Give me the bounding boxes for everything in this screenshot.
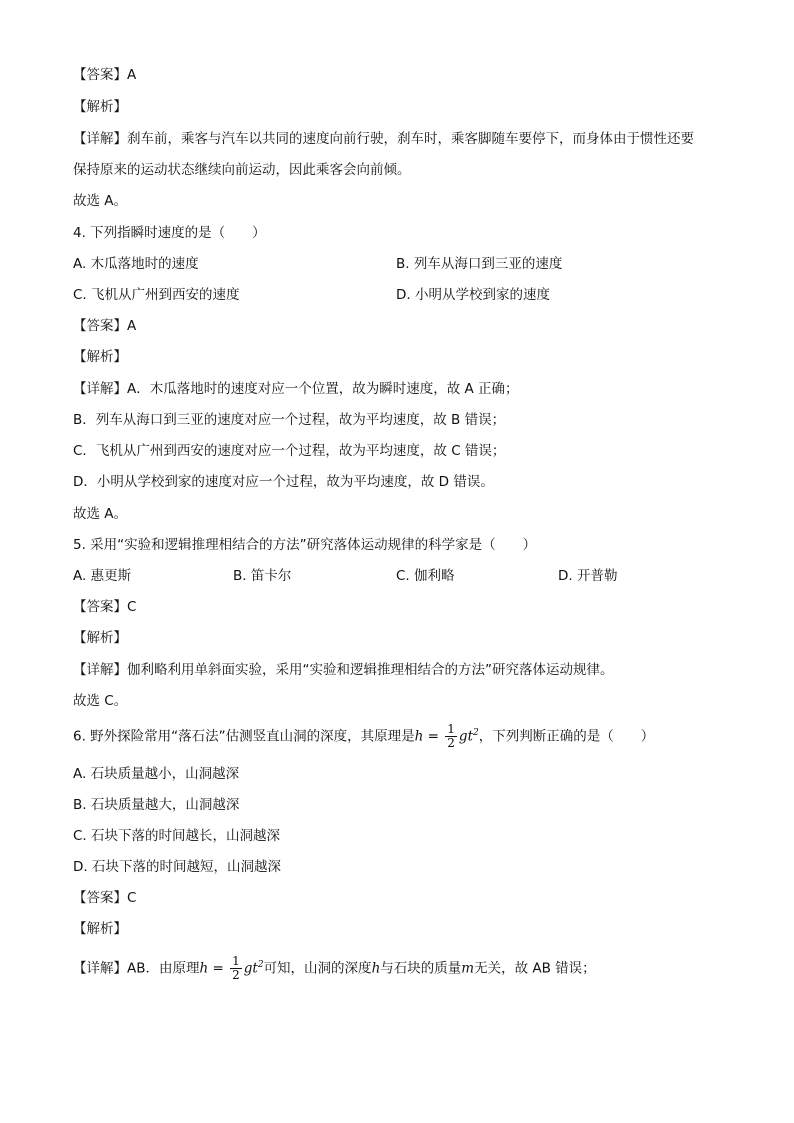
- q6-option-d: D. 石块下落的时间越短，山洞越深: [73, 859, 281, 875]
- q6-analysis-label: 【解析】: [73, 921, 127, 937]
- q6-formula-fraction: [445, 723, 457, 750]
- q4-option-d: D. 小明从学校到家的速度: [396, 287, 550, 303]
- q5-detail: 【详解】伽利略利用单斜面实验，采用“实验和逻辑推理相结合的方法”研究落体运动规律。: [73, 662, 614, 678]
- q6-detail-formula-h: h: [199, 960, 209, 977]
- q5-option-b: B. 笛卡尔: [233, 568, 292, 584]
- q6-detail: [73, 955, 596, 982]
- q6-detail-pre: 【详解】AB．由原理: [73, 960, 200, 977]
- q6-detail-var-m: m: [461, 960, 475, 977]
- q6-detail-post: 无关，故 AB 错误；: [474, 960, 596, 977]
- q4-detail-line-1: 【详解】A．木瓜落地时的速度对应一个位置，故为瞬时速度，故 A 正确；: [73, 381, 519, 397]
- q6-detail-frac-den: 2: [232, 968, 240, 982]
- q4-detail-line-3: C．飞机从广州到西安的速度对应一个过程，故为平均速度，故 C 错误；: [73, 443, 506, 459]
- q5-stem: 5. 采用“实验和逻辑推理相结合的方法”研究落体运动规律的科学家是（ ）: [73, 537, 537, 553]
- q6-stem: [73, 723, 654, 750]
- q6-detail-formula-eq: =: [208, 960, 229, 977]
- q6-option-b: B. 石块质量越大，山洞越深: [73, 797, 240, 813]
- q6-detail-formula-sup: 2: [257, 960, 264, 970]
- q4-stem: 4. 下列指瞬时速度的是（ ）: [73, 225, 266, 241]
- q5-answer: 【答案】C: [73, 599, 137, 615]
- q6-frac-den: 2: [447, 736, 455, 750]
- q3-detail-line-1: 【详解】刹车前，乘客与汽车以共同的速度向前行驶，刹车时，乘客脚随车要停下，而身体由于惯性还要: [73, 131, 694, 147]
- q6-stem-post: ，下列判断正确的是（ ）: [478, 728, 655, 745]
- q5-analysis-label: 【解析】: [73, 630, 127, 646]
- q6-detail-mid2: 与石块的质量: [380, 960, 462, 977]
- q6-detail-formula-fraction: [230, 955, 242, 982]
- q6-stem-pre: 6. 野外探险常用“落石法”估测竖直山洞的深度，其原理是: [73, 728, 415, 745]
- q6-formula-gt: gt: [458, 728, 473, 745]
- q4-option-a: A. 木瓜落地时的速度: [73, 256, 199, 272]
- q5-option-c: C. 伽利略: [396, 568, 455, 584]
- q4-option-c: C. 飞机从广州到西安的速度: [73, 287, 240, 303]
- q6-formula-eq: =: [423, 728, 444, 745]
- q3-detail-line-2: 保持原来的运动状态继续向前运动，因此乘客会向前倾。: [73, 162, 411, 178]
- q4-detail-line-4: D．小明从学校到家的速度对应一个过程，故为平均速度，故 D 错误。: [73, 474, 494, 490]
- q6-option-c: C. 石块下落的时间越长，山洞越深: [73, 828, 281, 844]
- q3-choose: 故选 A。: [73, 193, 128, 209]
- q5-option-a: A. 惠更斯: [73, 568, 132, 584]
- q6-formula-h: h: [414, 728, 424, 745]
- q3-analysis-label: 【解析】: [73, 99, 127, 115]
- q6-frac-num: 1: [447, 722, 455, 736]
- q6-detail-formula-gt: gt: [243, 960, 258, 977]
- q5-choose: 故选 C。: [73, 693, 128, 709]
- q6-formula-sup: 2: [473, 728, 479, 738]
- q4-choose: 故选 A。: [73, 506, 128, 522]
- q4-answer: 【答案】A: [73, 318, 137, 334]
- q4-detail-line-2: B．列车从海口到三亚的速度对应一个过程，故为平均速度，故 B 错误；: [73, 412, 506, 428]
- q6-detail-frac-num: 1: [232, 954, 240, 968]
- q3-answer: 【答案】A: [73, 67, 137, 83]
- q6-detail-mid: 可知，山洞的深度: [263, 960, 372, 977]
- q6-detail-var-h: h: [371, 960, 381, 977]
- q4-option-b: B. 列车从海口到三亚的速度: [396, 256, 563, 272]
- q6-answer: 【答案】C: [73, 890, 137, 906]
- q6-option-a: A. 石块质量越小，山洞越深: [73, 766, 240, 782]
- q4-analysis-label: 【解析】: [73, 349, 127, 365]
- q5-option-d: D. 开普勒: [558, 568, 618, 584]
